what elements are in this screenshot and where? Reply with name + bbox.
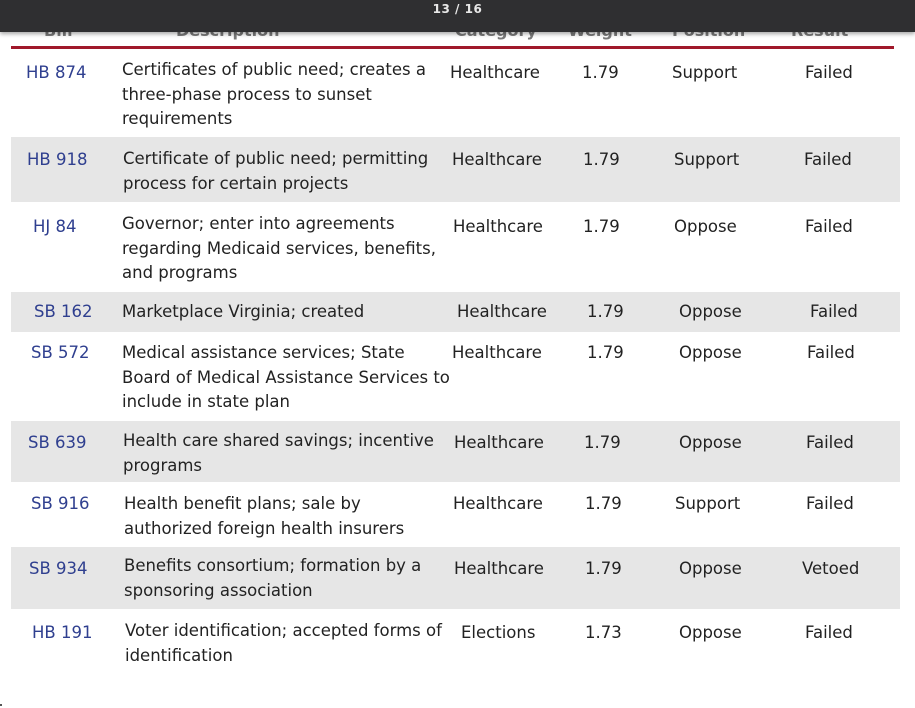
bill-result: Failed (805, 623, 853, 642)
bill-description: Marketplace Virginia; created (122, 302, 365, 321)
table-row (11, 547, 900, 609)
bill-description: Health care shared savings; incentive programs (123, 431, 434, 475)
bill-link[interactable]: SB 934 (29, 559, 88, 578)
bill-link[interactable]: HB 191 (32, 623, 93, 642)
bill-result: Failed (806, 494, 854, 513)
table-header (11, 32, 893, 46)
bill-weight: 1.73 (585, 623, 622, 642)
bill-result: Failed (804, 150, 852, 169)
bill-result: Vetoed (802, 559, 860, 578)
bill-category: Healthcare (454, 433, 544, 452)
bill-position: Oppose (679, 302, 742, 321)
bill-weight: 1.79 (585, 494, 622, 513)
bill-position: Support (674, 150, 740, 169)
bill-link[interactable]: SB 639 (28, 433, 87, 452)
bill-position: Oppose (679, 559, 742, 578)
bill-category: Healthcare (454, 559, 544, 578)
bill-link[interactable]: HB 918 (27, 150, 88, 169)
bill-position: Oppose (679, 623, 742, 642)
bill-category: Healthcare (452, 150, 542, 169)
bill-result: Failed (807, 343, 855, 362)
bill-position: Support (675, 494, 741, 513)
table-row (11, 609, 900, 679)
bill-category: Healthcare (452, 343, 542, 362)
page-indicator: 13 / 16 (432, 2, 483, 16)
bill-link[interactable]: HJ 84 (33, 217, 77, 236)
bill-position: Oppose (674, 217, 737, 236)
bill-description: Medical assistance services; State Board of Medical Assistance Services to include in state plan (122, 343, 450, 411)
bill-link[interactable]: HB 874 (26, 63, 87, 82)
bill-weight: 1.79 (582, 63, 619, 82)
bill-category: Healthcare (450, 63, 540, 82)
bill-result: Failed (810, 302, 858, 321)
table-row (11, 482, 900, 547)
bill-category: Healthcare (453, 217, 543, 236)
bill-description: Certificates of public need; creates a three-phase process to sunset requirements (122, 60, 426, 128)
bill-link[interactable]: SB 916 (31, 494, 90, 513)
bill-description: Governor; enter into agreements regarding Medicaid services, benefits, and programs (122, 214, 436, 282)
page-edge-mark (0, 704, 2, 706)
bill-category: Elections (461, 623, 536, 642)
bill-description: Voter identification; accepted forms of identification (125, 621, 442, 665)
bills-table (11, 49, 900, 679)
bill-category: Healthcare (457, 302, 547, 321)
table-row (11, 137, 900, 202)
table-row (11, 332, 900, 421)
bill-position: Support (672, 63, 738, 82)
bill-description: Benefits consortium; formation by a sponsoring association (124, 556, 422, 600)
bill-weight: 1.79 (583, 150, 620, 169)
bill-result: Failed (805, 217, 853, 236)
table-row (11, 421, 900, 482)
bill-description: Health benefit plans; sale by authorized foreign health insurers (124, 494, 405, 538)
bill-weight: 1.79 (583, 217, 620, 236)
bill-result: Failed (806, 433, 854, 452)
table-row (11, 292, 900, 332)
bill-link[interactable]: SB 572 (31, 343, 90, 362)
bill-result: Failed (805, 63, 853, 82)
viewer-toolbar (0, 0, 915, 32)
table-row (11, 49, 900, 137)
bill-description: Certificate of public need; permitting process for certain projects (123, 149, 429, 193)
bill-link[interactable]: SB 162 (34, 302, 93, 321)
bill-position: Oppose (679, 433, 742, 452)
bill-weight: 1.79 (587, 302, 624, 321)
bill-category: Healthcare (453, 494, 543, 513)
table-row (11, 202, 900, 292)
bill-weight: 1.79 (584, 433, 621, 452)
bill-position: Oppose (679, 343, 742, 362)
bill-weight: 1.79 (587, 343, 624, 362)
bill-weight: 1.79 (585, 559, 622, 578)
